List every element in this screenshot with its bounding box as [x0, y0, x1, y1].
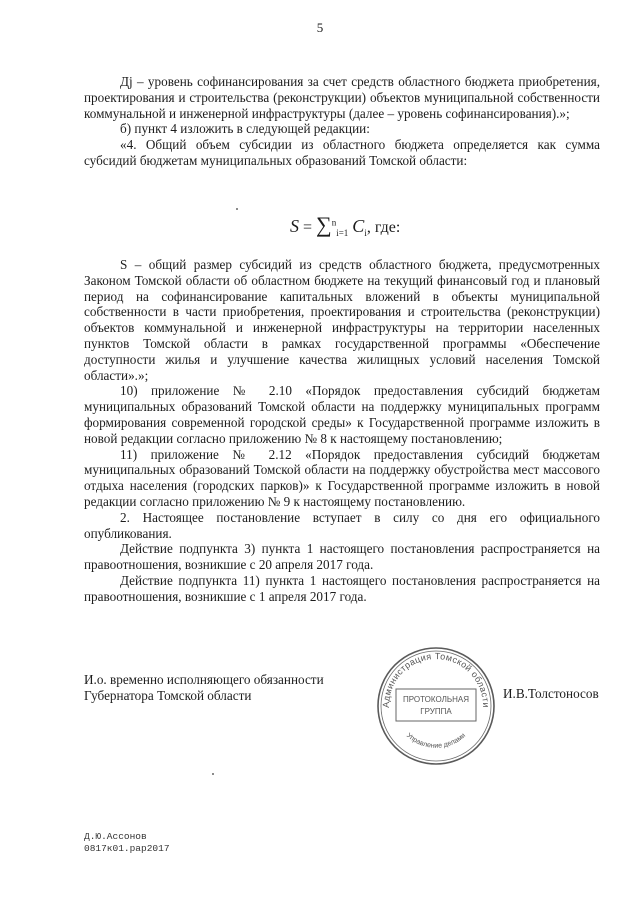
- page-number: 5: [316, 20, 324, 35]
- paragraph-definition-dj: Дj – уровень софинансирования за счет средств областного бюджета приобретения, проектирования и строительства (реконструкции) объектов муниципальной собственности коммунальной и инженерной инфраструктуры (далее – уровень софинансирования).»;: [84, 74, 600, 121]
- paragraph-effect-11: Действие подпункта 11) пункта 1 настоящего постановления распространяется на правоотношения, возникшие с 1 апреля 2017 года.: [84, 572, 600, 604]
- stamp-bottom-text: Управление делами: [404, 732, 468, 750]
- sum-formula: [290, 212, 400, 238]
- text-block-bottom: [84, 257, 600, 605]
- protocol-group-stamp: [374, 644, 498, 768]
- paragraph-clause-2: 2. Настоящее постановление вступает в силу со дня его официального опубликования.: [84, 509, 600, 541]
- stamp-outer-text: Администрация Томской области: [380, 650, 492, 708]
- formula-equals: =: [303, 219, 317, 236]
- scan-speck: [236, 208, 238, 210]
- text-block-top: [84, 74, 600, 169]
- signatory-position-line1: И.о. временно исполняющего обязанности: [84, 672, 324, 687]
- stamp-inner-line1: ПРОТОКОЛЬНАЯ: [403, 695, 469, 704]
- formula-term: C: [352, 216, 365, 236]
- paragraph-effect-3: Действие подпункта 3) пункта 1 настоящего постановления распространяется на правоотношения, возникшие с 20 апреля 2017 года.: [84, 541, 600, 573]
- formula-lower-limit: i=1: [336, 228, 349, 239]
- signatory-position-line2: Губернатора Томской области: [84, 688, 252, 703]
- formula-term-subscript: i: [364, 228, 367, 239]
- formula-sum-sign: ∑: [316, 212, 332, 237]
- paragraph-clause-4: «4. Общий объем субсидии из областного бюджета определяется как сумма субсидий бюджетам муниципальных образований Томской области:: [84, 137, 600, 168]
- formula-lhs: S: [290, 216, 299, 236]
- formula-suffix: , где:: [366, 219, 401, 236]
- paragraph-item-10: 10) приложение № 2.10 «Порядок предоставления субсидий бюджетам муниципальных образований Томской области на поддержку муниципальных программ формирования современной городской среды» к Государственной программе изложить в новой редакции согласно приложению № 8 к настоящему постановлению;: [84, 383, 600, 446]
- paragraph-item-11: 11) приложение № 2.12 «Порядок предоставления субсидий бюджетам муниципальных образований Томской области на поддержку обустройства мест массового отдыха населения (городских парков)» к Государственной программе изложить в новой редакции согласно приложению № 9 к настоящему постановлению.: [84, 446, 600, 509]
- footer-file-code: 0817к01.рар2017: [84, 843, 170, 854]
- paragraph-item-b: б) пункт 4 изложить в следующей редакции:: [120, 121, 370, 137]
- paragraph-definition-s: S – общий размер субсидий из средств областного бюджета, предусмотренных Законом Томской области об областном бюджете на текущий финансовый год и плановый период на софинансирование капитальных вложений в объекты муниципальной собственности в части приобретения, проектирования и строительства (реконструкции) объектов коммунальной и инженерной инфраструктуры на территории населенных пунктов Томской области в рамках государственной программы «Обеспечение доступности жилья и улучшение качества жилищных условий населения Томской области».»;: [84, 257, 600, 383]
- footer-author: Д.Ю.Ассонов: [84, 831, 147, 842]
- signatory-position: [84, 672, 324, 704]
- svg-text:Управление делами: [405, 732, 467, 750]
- document-footer: [84, 831, 170, 855]
- signatory-name: И.В.Толстоносов: [503, 686, 599, 701]
- stamp-inner-line2: ГРУППА: [420, 707, 452, 716]
- scan-speck: [212, 773, 214, 775]
- formula-upper-limit: n: [331, 217, 337, 228]
